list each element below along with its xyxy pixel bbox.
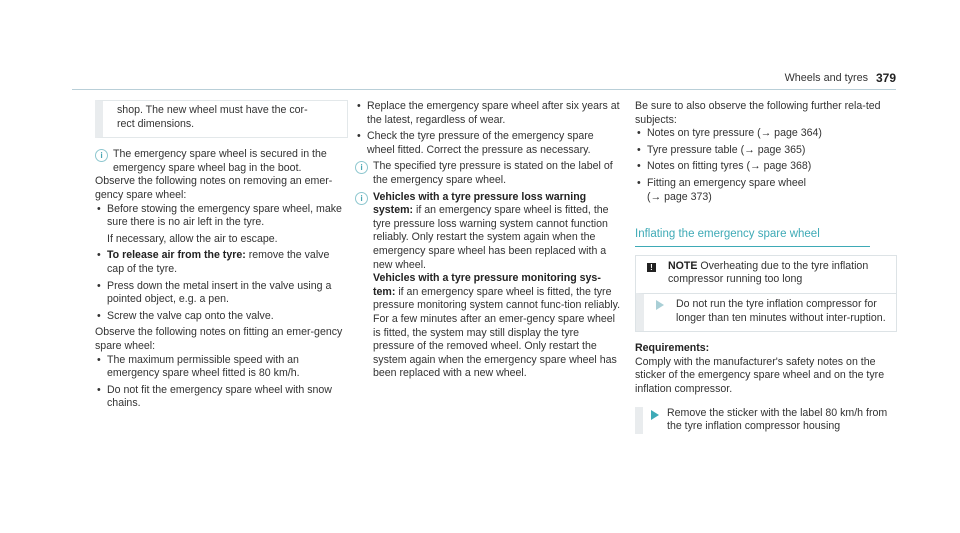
play-icon (656, 300, 664, 310)
arrow-icon: → (744, 143, 755, 156)
bullet-list (355, 100, 623, 157)
bullet-list (95, 203, 348, 324)
info-icon: i (355, 192, 368, 205)
note-body: if an emergency spare wheel is fitted, the tyre pressure monitoring system cannot func-tion reliably. For a few minutes after an emer-gency spare wheel is fitted, the system may still display the tyre pressure of the removed wheel. Only restart the system again when the emergency spare wheel has been replaced with a new wheel. (373, 285, 621, 380)
header-rule (72, 89, 896, 90)
notice-text: Overheating due to the tyre inflation compressor running too long (668, 259, 869, 286)
note-text: The emergency spare wheel is secured in the emergency spare wheel bag in the boot. (113, 148, 327, 174)
instruction-text: Do not run the tyre inflation compressor for longer than ten minutes without inter-ruption. (676, 297, 886, 324)
paragraph: Be sure to also observe the following further rela-ted subjects: (635, 100, 881, 126)
reference-list (635, 127, 897, 204)
reference-text: Notes on fitting tyres ( (647, 160, 751, 173)
column-left (95, 100, 348, 411)
section-title: Inflating the emergency spare wheel (635, 228, 870, 247)
arrow-icon: → (750, 160, 761, 173)
bold-label: To release air from the tyre: (107, 249, 246, 262)
note-body: if an emergency spare wheel is fitted, the tyre pressure loss warning system cannot function reliably. Only restart the system again when the emergency spare wheel has been replaced with a new wheel. (373, 204, 609, 271)
bold-label: Vehicles with a tyre pressure monitoring sys-tem: (373, 272, 601, 298)
page-ref[interactable]: page 364) (771, 127, 822, 140)
list-item: • Replace the emergency spare wheel after six years at the latest, regardless of wear. (355, 100, 623, 127)
list-item-text: remove the valve cap of the tyre. (107, 249, 330, 275)
step-text: Remove the sticker with the label 80 km/h from the tyre inflation compressor housing (667, 406, 888, 433)
reference-item[interactable] (635, 127, 897, 141)
info-note (355, 191, 623, 381)
page-ref[interactable]: page 368) (760, 160, 812, 173)
notice-box (635, 255, 897, 332)
list-item-text: Screw the valve cap onto the valve. (107, 309, 274, 322)
paragraph: Observe the following notes on removing an emer-gency spare wheel: (95, 175, 333, 201)
list-item-text: Press down the metal insert in the valve using a pointed object, e.g. a pen. (107, 279, 332, 306)
bold-label: Vehicles with a tyre pressure loss warning system: (373, 190, 587, 217)
list-item: • The maximum permissible speed with an emergency spare wheel fitted is 80 km/h. (95, 354, 348, 381)
warning-icon: ! (647, 263, 656, 272)
info-note (355, 160, 623, 187)
bullet-list (95, 354, 348, 411)
list-item: • Check the tyre pressure of the emergency spare wheel fitted. Correct the pressure as necessary. (355, 130, 623, 157)
arrow-icon: → (760, 127, 772, 140)
reference-item[interactable] (635, 160, 897, 174)
list-item-text: Before stowing the emergency spare wheel, make sure there is no air left in the tyre. (107, 202, 342, 229)
running-header: Wheels and tyres (784, 72, 868, 84)
list-item (95, 280, 348, 307)
play-icon (651, 410, 659, 420)
list-item: • Do not fit the emergency spare wheel with snow chains. (95, 384, 348, 411)
info-icon: i (95, 149, 108, 162)
requirements-text: Comply with the manufacturer's safety notes on the sticker of the emergency spare wheel and on the tyre inflation compressor. (635, 355, 885, 395)
reference-text: Notes on tyre pressure ( (647, 127, 761, 140)
page-ref[interactable]: page 373) (661, 190, 712, 203)
list-subtext: If necessary, allow the air to escape. (107, 232, 278, 245)
paragraph: Observe the following notes on fitting an emer-gency spare wheel: (95, 326, 343, 352)
page-number: 379 (875, 71, 896, 85)
reference-item[interactable] (635, 144, 897, 158)
reference-text: Tyre pressure table ( (647, 143, 745, 156)
notice-instruction (636, 293, 896, 331)
list-item (95, 310, 348, 324)
notice-label: NOTE (668, 259, 698, 272)
column-middle (355, 100, 623, 381)
list-item (95, 249, 348, 276)
notice-header (636, 256, 896, 293)
step (635, 407, 897, 434)
info-icon: i (355, 161, 368, 174)
info-note (95, 148, 348, 175)
column-right (635, 100, 897, 434)
reference-item[interactable] (635, 177, 897, 204)
arrow-icon: → (650, 190, 662, 203)
note-text (373, 191, 623, 381)
reference-text: Fitting an emergency spare wheel ( (647, 176, 806, 203)
continued-box (95, 100, 348, 138)
note-text: The specified tyre pressure is stated on the label of the emergency spare wheel. (373, 160, 613, 186)
requirements-title: Requirements: (635, 342, 710, 355)
page-ref[interactable]: page 365) (754, 143, 806, 156)
box-text: shop. The new wheel must have the cor- rect dimensions. (117, 104, 308, 130)
list-item (95, 203, 348, 247)
